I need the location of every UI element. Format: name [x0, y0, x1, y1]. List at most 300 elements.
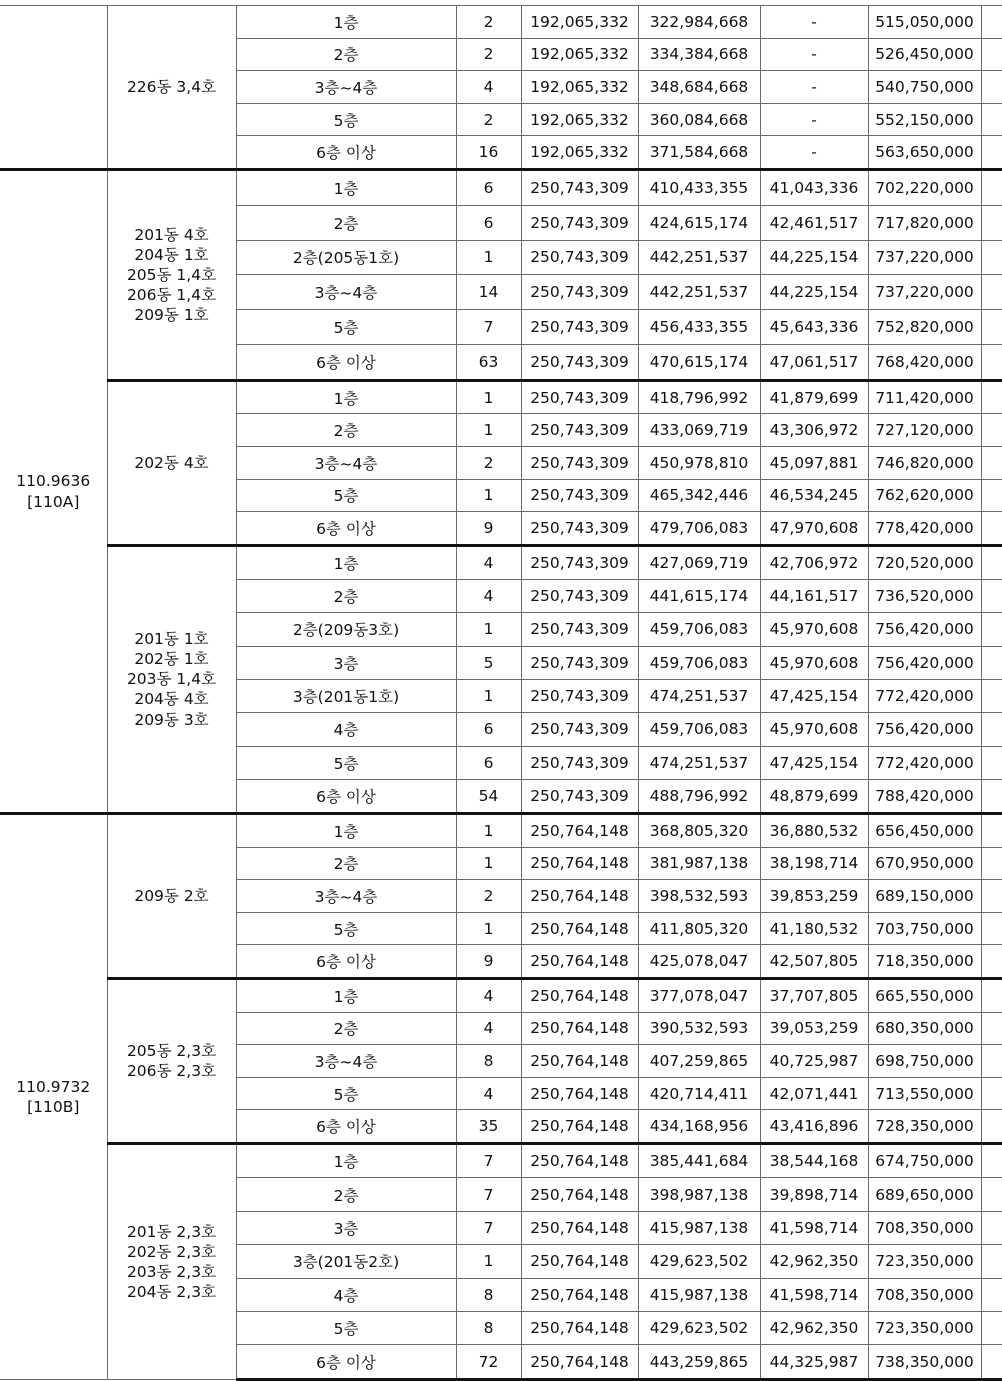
- unit-count-cell: 1: [456, 814, 521, 848]
- cut-off-cell: [981, 1012, 1002, 1045]
- land-price-cell: 250,743,309: [521, 240, 638, 275]
- building-unit-group-cell: 202동 4호: [107, 380, 236, 545]
- unit-count-cell: 2: [456, 6, 521, 39]
- land-price-cell: 250,764,148: [521, 1245, 638, 1278]
- unit-count-cell: 6: [456, 713, 521, 746]
- vat-cell: 42,962,350: [760, 1311, 868, 1344]
- cut-off-cell: [981, 746, 1002, 779]
- unit-count-cell: 4: [456, 979, 521, 1013]
- building-price-cell: 415,987,138: [638, 1211, 760, 1244]
- vat-cell: 42,461,517: [760, 205, 868, 240]
- total-price-cell: 728,350,000: [868, 1110, 981, 1144]
- total-price-cell: 778,420,000: [868, 512, 981, 546]
- building-price-cell: 456,433,355: [638, 310, 760, 345]
- building-price-cell: 377,078,047: [638, 979, 760, 1013]
- vat-cell: 42,706,972: [760, 545, 868, 579]
- land-price-cell: 250,764,148: [521, 1110, 638, 1144]
- total-price-cell: 756,420,000: [868, 613, 981, 646]
- table-row: [0, 6, 1002, 39]
- total-price-cell: 723,350,000: [868, 1245, 981, 1278]
- cut-off-cell: [981, 344, 1002, 380]
- cut-off-cell: [981, 136, 1002, 170]
- floor-cell: 2층: [236, 414, 456, 447]
- vat-cell: 45,970,608: [760, 613, 868, 646]
- unit-count-cell: 4: [456, 1012, 521, 1045]
- building-price-cell: 443,259,865: [638, 1345, 760, 1379]
- floor-cell: 1층: [236, 545, 456, 579]
- floor-cell: 2층: [236, 1012, 456, 1045]
- vat-cell: 41,598,714: [760, 1211, 868, 1244]
- unit-count-cell: 63: [456, 344, 521, 380]
- floor-cell: 1층: [236, 6, 456, 39]
- cut-off-cell: [981, 912, 1002, 945]
- building-price-cell: 479,706,083: [638, 512, 760, 546]
- land-price-cell: 250,764,148: [521, 1311, 638, 1344]
- land-price-cell: 250,764,148: [521, 880, 638, 913]
- total-price-cell: 656,450,000: [868, 814, 981, 848]
- building-price-cell: 459,706,083: [638, 646, 760, 679]
- floor-cell: 6층 이상: [236, 779, 456, 813]
- building-price-cell: 322,984,668: [638, 6, 760, 39]
- floor-cell: 5층: [236, 479, 456, 512]
- land-price-cell: 250,743,309: [521, 613, 638, 646]
- total-price-cell: 762,620,000: [868, 479, 981, 512]
- total-price-cell: 703,750,000: [868, 912, 981, 945]
- building-price-cell: 371,584,668: [638, 136, 760, 170]
- land-price-cell: 250,764,148: [521, 1178, 638, 1211]
- floor-cell: 3층(201동2호): [236, 1245, 456, 1278]
- cut-off-cell: [981, 646, 1002, 679]
- cut-off-cell: [981, 713, 1002, 746]
- floor-cell: 2층: [236, 205, 456, 240]
- total-price-cell: 563,650,000: [868, 136, 981, 170]
- unit-type-cell: 110.9636 [110A]: [0, 169, 107, 813]
- land-price-cell: 250,743,309: [521, 746, 638, 779]
- cut-off-cell: [981, 1144, 1002, 1178]
- building-price-cell: 450,978,810: [638, 446, 760, 479]
- vat-cell: 47,425,154: [760, 679, 868, 712]
- land-price-cell: 250,764,148: [521, 945, 638, 979]
- cut-off-cell: [981, 38, 1002, 71]
- unit-count-cell: 16: [456, 136, 521, 170]
- land-price-cell: 250,743,309: [521, 205, 638, 240]
- cut-off-cell: [981, 6, 1002, 39]
- total-price-cell: 772,420,000: [868, 679, 981, 712]
- unit-type-cell: 110.9732 [110B]: [0, 814, 107, 1380]
- land-price-cell: 250,764,148: [521, 1045, 638, 1078]
- total-price-cell: 752,820,000: [868, 310, 981, 345]
- total-price-cell: 727,120,000: [868, 414, 981, 447]
- vat-cell: -: [760, 38, 868, 71]
- floor-cell: 2층(205동1호): [236, 240, 456, 275]
- vat-cell: 39,898,714: [760, 1178, 868, 1211]
- building-price-cell: 411,805,320: [638, 912, 760, 945]
- building-price-cell: 360,084,668: [638, 103, 760, 136]
- building-price-cell: 368,805,320: [638, 814, 760, 848]
- floor-cell: 1층: [236, 979, 456, 1013]
- vat-cell: 39,053,259: [760, 1012, 868, 1045]
- cut-off-cell: [981, 779, 1002, 813]
- cut-off-cell: [981, 1311, 1002, 1344]
- unit-count-cell: 1: [456, 679, 521, 712]
- total-price-cell: 717,820,000: [868, 205, 981, 240]
- floor-cell: 6층 이상: [236, 512, 456, 546]
- total-price-cell: 674,750,000: [868, 1144, 981, 1178]
- total-price-cell: 736,520,000: [868, 580, 981, 613]
- building-price-cell: 474,251,537: [638, 746, 760, 779]
- cut-off-cell: [981, 310, 1002, 345]
- cut-off-cell: [981, 847, 1002, 880]
- table-row: [0, 169, 1002, 205]
- total-price-cell: 788,420,000: [868, 779, 981, 813]
- vat-cell: 41,598,714: [760, 1278, 868, 1311]
- floor-cell: 6층 이상: [236, 1345, 456, 1379]
- land-price-cell: 250,743,309: [521, 512, 638, 546]
- vat-cell: 47,970,608: [760, 512, 868, 546]
- price-table: [0, 5, 1002, 1381]
- table-row: [0, 1144, 1002, 1178]
- table-row: [0, 814, 1002, 848]
- total-price-cell: 756,420,000: [868, 713, 981, 746]
- building-unit-group-cell: 201동 2,3호 202동 2,3호 203동 2,3호 204동 2,3호: [107, 1144, 236, 1380]
- unit-count-cell: 9: [456, 945, 521, 979]
- unit-count-cell: 54: [456, 779, 521, 813]
- vat-cell: -: [760, 6, 868, 39]
- cut-off-cell: [981, 446, 1002, 479]
- floor-cell: 3층~4층: [236, 446, 456, 479]
- unit-count-cell: 2: [456, 880, 521, 913]
- floor-cell: 5층: [236, 310, 456, 345]
- building-price-cell: 398,987,138: [638, 1178, 760, 1211]
- total-price-cell: 689,150,000: [868, 880, 981, 913]
- cut-off-cell: [981, 1178, 1002, 1211]
- unit-count-cell: 72: [456, 1345, 521, 1379]
- cut-off-cell: [981, 512, 1002, 546]
- land-price-cell: 250,743,309: [521, 344, 638, 380]
- cut-off-cell: [981, 275, 1002, 310]
- floor-cell: 3층~4층: [236, 275, 456, 310]
- building-price-cell: 459,706,083: [638, 613, 760, 646]
- total-price-cell: 552,150,000: [868, 103, 981, 136]
- land-price-cell: 192,065,332: [521, 38, 638, 71]
- floor-cell: 2층: [236, 847, 456, 880]
- land-price-cell: 250,743,309: [521, 713, 638, 746]
- unit-count-cell: 1: [456, 1245, 521, 1278]
- vat-cell: 44,225,154: [760, 275, 868, 310]
- floor-cell: 6층 이상: [236, 1110, 456, 1144]
- building-unit-group-cell: 201동 4호 204동 1호 205동 1,4호 206동 1,4호 209동 1호: [107, 169, 236, 380]
- price-table-body: [0, 6, 1002, 1380]
- floor-cell: 4층: [236, 1278, 456, 1311]
- cut-off-cell: [981, 679, 1002, 712]
- vat-cell: 41,879,699: [760, 380, 868, 414]
- land-price-cell: 192,065,332: [521, 6, 638, 39]
- building-price-cell: 418,796,992: [638, 380, 760, 414]
- building-price-cell: 470,615,174: [638, 344, 760, 380]
- cut-off-cell: [981, 580, 1002, 613]
- floor-cell: 6층 이상: [236, 945, 456, 979]
- building-price-cell: 390,532,593: [638, 1012, 760, 1045]
- land-price-cell: 250,743,309: [521, 646, 638, 679]
- total-price-cell: 526,450,000: [868, 38, 981, 71]
- table-row: [0, 380, 1002, 414]
- unit-count-cell: 7: [456, 1178, 521, 1211]
- floor-cell: 5층: [236, 746, 456, 779]
- land-price-cell: 250,764,148: [521, 1077, 638, 1110]
- cut-off-cell: [981, 71, 1002, 104]
- vat-cell: 44,161,517: [760, 580, 868, 613]
- total-price-cell: 515,050,000: [868, 6, 981, 39]
- vat-cell: 48,879,699: [760, 779, 868, 813]
- unit-count-cell: 8: [456, 1045, 521, 1078]
- building-price-cell: 441,615,174: [638, 580, 760, 613]
- land-price-cell: 250,743,309: [521, 679, 638, 712]
- building-price-cell: 381,987,138: [638, 847, 760, 880]
- total-price-cell: 680,350,000: [868, 1012, 981, 1045]
- floor-cell: 3층: [236, 646, 456, 679]
- vat-cell: 42,962,350: [760, 1245, 868, 1278]
- cut-off-cell: [981, 880, 1002, 913]
- building-price-cell: 424,615,174: [638, 205, 760, 240]
- unit-count-cell: 2: [456, 103, 521, 136]
- vat-cell: 36,880,532: [760, 814, 868, 848]
- building-unit-group-cell: 205동 2,3호 206동 2,3호: [107, 979, 236, 1144]
- total-price-cell: 772,420,000: [868, 746, 981, 779]
- building-price-cell: 434,168,956: [638, 1110, 760, 1144]
- table-row: [0, 979, 1002, 1013]
- vat-cell: 45,097,881: [760, 446, 868, 479]
- unit-count-cell: 1: [456, 912, 521, 945]
- floor-cell: 6층 이상: [236, 344, 456, 380]
- cut-off-cell: [981, 1245, 1002, 1278]
- table-row: [0, 545, 1002, 579]
- building-price-cell: 348,684,668: [638, 71, 760, 104]
- building-price-cell: 459,706,083: [638, 713, 760, 746]
- total-price-cell: 702,220,000: [868, 169, 981, 205]
- vat-cell: -: [760, 136, 868, 170]
- land-price-cell: 250,764,148: [521, 979, 638, 1013]
- cut-off-cell: [981, 1211, 1002, 1244]
- floor-cell: 2층(209동3호): [236, 613, 456, 646]
- unit-count-cell: 6: [456, 746, 521, 779]
- unit-count-cell: 1: [456, 380, 521, 414]
- total-price-cell: 723,350,000: [868, 1311, 981, 1344]
- land-price-cell: 250,764,148: [521, 1345, 638, 1379]
- cut-off-cell: [981, 1110, 1002, 1144]
- vat-cell: 47,061,517: [760, 344, 868, 380]
- land-price-cell: 192,065,332: [521, 136, 638, 170]
- vat-cell: 45,643,336: [760, 310, 868, 345]
- cut-off-cell: [981, 1345, 1002, 1379]
- vat-cell: 38,198,714: [760, 847, 868, 880]
- building-price-cell: 465,342,446: [638, 479, 760, 512]
- floor-cell: 3층~4층: [236, 71, 456, 104]
- building-price-cell: 429,623,502: [638, 1245, 760, 1278]
- unit-count-cell: 7: [456, 1144, 521, 1178]
- vat-cell: 45,970,608: [760, 646, 868, 679]
- total-price-cell: 768,420,000: [868, 344, 981, 380]
- land-price-cell: 250,764,148: [521, 912, 638, 945]
- unit-count-cell: 1: [456, 479, 521, 512]
- unit-count-cell: 5: [456, 646, 521, 679]
- building-price-cell: 442,251,537: [638, 240, 760, 275]
- floor-cell: 1층: [236, 1144, 456, 1178]
- floor-cell: 1층: [236, 380, 456, 414]
- vat-cell: 39,853,259: [760, 880, 868, 913]
- floor-cell: 1층: [236, 169, 456, 205]
- unit-count-cell: 9: [456, 512, 521, 546]
- land-price-cell: 250,743,309: [521, 545, 638, 579]
- land-price-cell: 192,065,332: [521, 103, 638, 136]
- unit-count-cell: 2: [456, 38, 521, 71]
- land-price-cell: 250,764,148: [521, 847, 638, 880]
- cut-off-cell: [981, 1045, 1002, 1078]
- vat-cell: -: [760, 71, 868, 104]
- building-unit-group-cell: 209동 2호: [107, 814, 236, 979]
- cut-off-cell: [981, 169, 1002, 205]
- building-price-cell: 407,259,865: [638, 1045, 760, 1078]
- total-price-cell: 746,820,000: [868, 446, 981, 479]
- building-price-cell: 442,251,537: [638, 275, 760, 310]
- building-price-cell: 433,069,719: [638, 414, 760, 447]
- building-price-cell: 334,384,668: [638, 38, 760, 71]
- floor-cell: 3층~4층: [236, 880, 456, 913]
- unit-count-cell: 1: [456, 240, 521, 275]
- unit-count-cell: 14: [456, 275, 521, 310]
- floor-cell: 3층~4층: [236, 1045, 456, 1078]
- unit-count-cell: 4: [456, 580, 521, 613]
- land-price-cell: 250,743,309: [521, 479, 638, 512]
- floor-cell: 5층: [236, 103, 456, 136]
- cut-off-cell: [981, 1278, 1002, 1311]
- cut-off-cell: [981, 380, 1002, 414]
- total-price-cell: 670,950,000: [868, 847, 981, 880]
- land-price-cell: 250,743,309: [521, 310, 638, 345]
- vat-cell: 40,725,987: [760, 1045, 868, 1078]
- building-price-cell: 398,532,593: [638, 880, 760, 913]
- unit-count-cell: 4: [456, 71, 521, 104]
- floor-cell: 4층: [236, 713, 456, 746]
- vat-cell: 41,180,532: [760, 912, 868, 945]
- total-price-cell: 665,550,000: [868, 979, 981, 1013]
- vat-cell: 41,043,336: [760, 169, 868, 205]
- building-unit-group-cell: 226동 3,4호: [107, 6, 236, 170]
- cut-off-cell: [981, 240, 1002, 275]
- vat-cell: 44,225,154: [760, 240, 868, 275]
- cut-off-cell: [981, 545, 1002, 579]
- vat-cell: 38,544,168: [760, 1144, 868, 1178]
- building-unit-group-cell: 201동 1호 202동 1호 203동 1,4호 204동 4호 209동 3호: [107, 545, 236, 813]
- cut-off-cell: [981, 979, 1002, 1013]
- land-price-cell: 250,743,309: [521, 779, 638, 813]
- vat-cell: -: [760, 103, 868, 136]
- building-price-cell: 427,069,719: [638, 545, 760, 579]
- floor-cell: 1층: [236, 814, 456, 848]
- building-price-cell: 488,796,992: [638, 779, 760, 813]
- cut-off-cell: [981, 945, 1002, 979]
- cut-off-cell: [981, 613, 1002, 646]
- total-price-cell: 708,350,000: [868, 1278, 981, 1311]
- unit-count-cell: 4: [456, 1077, 521, 1110]
- total-price-cell: 698,750,000: [868, 1045, 981, 1078]
- unit-count-cell: 4: [456, 545, 521, 579]
- floor-cell: 2층: [236, 580, 456, 613]
- cut-off-cell: [981, 479, 1002, 512]
- building-price-cell: 425,078,047: [638, 945, 760, 979]
- land-price-cell: 250,743,309: [521, 275, 638, 310]
- floor-cell: 5층: [236, 1077, 456, 1110]
- land-price-cell: 250,743,309: [521, 446, 638, 479]
- vat-cell: 37,707,805: [760, 979, 868, 1013]
- land-price-cell: 250,743,309: [521, 580, 638, 613]
- floor-cell: 6층 이상: [236, 136, 456, 170]
- land-price-cell: 250,764,148: [521, 1012, 638, 1045]
- vat-cell: 43,416,896: [760, 1110, 868, 1144]
- total-price-cell: 713,550,000: [868, 1077, 981, 1110]
- total-price-cell: 718,350,000: [868, 945, 981, 979]
- unit-type-cell: [0, 6, 107, 170]
- unit-count-cell: 2: [456, 446, 521, 479]
- unit-count-cell: 1: [456, 847, 521, 880]
- total-price-cell: 711,420,000: [868, 380, 981, 414]
- vat-cell: 43,306,972: [760, 414, 868, 447]
- cut-off-cell: [981, 103, 1002, 136]
- floor-cell: 2층: [236, 38, 456, 71]
- unit-count-cell: 35: [456, 1110, 521, 1144]
- building-price-cell: 415,987,138: [638, 1278, 760, 1311]
- floor-cell: 3층: [236, 1211, 456, 1244]
- unit-count-cell: 6: [456, 205, 521, 240]
- vat-cell: 45,970,608: [760, 713, 868, 746]
- total-price-cell: 756,420,000: [868, 646, 981, 679]
- unit-count-cell: 7: [456, 310, 521, 345]
- vat-cell: 42,071,441: [760, 1077, 868, 1110]
- floor-cell: 5층: [236, 912, 456, 945]
- total-price-cell: 689,650,000: [868, 1178, 981, 1211]
- unit-count-cell: 8: [456, 1311, 521, 1344]
- land-price-cell: 250,764,148: [521, 1278, 638, 1311]
- unit-count-cell: 1: [456, 613, 521, 646]
- total-price-cell: 738,350,000: [868, 1345, 981, 1379]
- land-price-cell: 250,743,309: [521, 414, 638, 447]
- land-price-cell: 250,764,148: [521, 1211, 638, 1244]
- unit-count-cell: 6: [456, 169, 521, 205]
- cut-off-cell: [981, 205, 1002, 240]
- land-price-cell: 250,764,148: [521, 1144, 638, 1178]
- building-price-cell: 420,714,411: [638, 1077, 760, 1110]
- cut-off-cell: [981, 1077, 1002, 1110]
- total-price-cell: 737,220,000: [868, 275, 981, 310]
- cut-off-cell: [981, 814, 1002, 848]
- vat-cell: 47,425,154: [760, 746, 868, 779]
- unit-count-cell: 8: [456, 1278, 521, 1311]
- unit-count-cell: 1: [456, 414, 521, 447]
- building-price-cell: 474,251,537: [638, 679, 760, 712]
- land-price-cell: 250,764,148: [521, 814, 638, 848]
- unit-count-cell: 7: [456, 1211, 521, 1244]
- land-price-cell: 250,743,309: [521, 380, 638, 414]
- building-price-cell: 429,623,502: [638, 1311, 760, 1344]
- floor-cell: 2층: [236, 1178, 456, 1211]
- building-price-cell: 410,433,355: [638, 169, 760, 205]
- total-price-cell: 737,220,000: [868, 240, 981, 275]
- vat-cell: 46,534,245: [760, 479, 868, 512]
- total-price-cell: 540,750,000: [868, 71, 981, 104]
- land-price-cell: 192,065,332: [521, 71, 638, 104]
- building-price-cell: 385,441,684: [638, 1144, 760, 1178]
- total-price-cell: 720,520,000: [868, 545, 981, 579]
- vat-cell: 44,325,987: [760, 1345, 868, 1379]
